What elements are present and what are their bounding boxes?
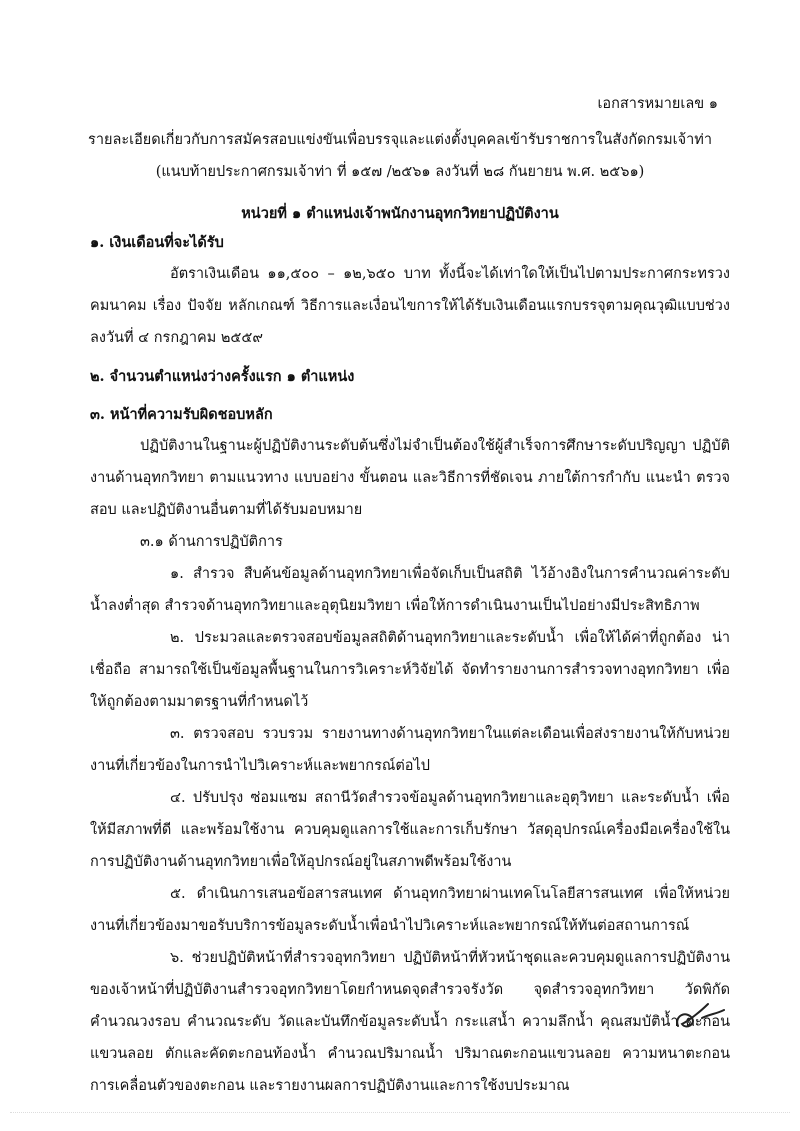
title-line-2: (แนบท้ายประกาศกรมเจ้าท่า ที่ ๑๕๗ /๒๕๖๑ ลงวันที่ ๒๘ กันยายน พ.ศ. ๒๕๖๑) — [155, 164, 645, 180]
section-3-heading: ๓. หน้าที่ความรับผิดชอบหลัก — [90, 406, 273, 423]
document-body — [90, 228, 730, 1102]
document-title — [60, 124, 740, 188]
handwritten-signature-icon — [672, 1000, 728, 1040]
section-3-1-heading: ๓.๑ ด้านการปฏิบัติการ — [140, 534, 283, 550]
duty-item-2: ๒. ประมวลและตรวจสอบข้อมูลสถิติด้านอุทกวิทยาและระดับน้ำ เพื่อให้ได้ค่าที่ถูกต้อง น่าเชื่อถือ สามารถใช้เป็นข้อมูลพื้นฐานในการวิเคราะห์วิจัยได้ จัดทำรายงานการสำรวจทางอุทกวิทยา เพื่อให้ถูกต้องตามมาตรฐานที่กำหนดไว้ — [90, 630, 730, 710]
duty-item-3: ๓. ตรวจสอบ รวบรวม รายงานทางด้านอุทกวิทยาในแต่ละเดือนเพื่อส่งรายงานให้กับหน่วยงานที่เกี่ยวข้องในการนำไปวิเคราะห์และพยากรณ์ต่อไป — [90, 726, 730, 774]
scan-noise-line — [10, 1112, 790, 1119]
section-2-heading: ๒. จำนวนตำแหน่งว่างครั้งแรก ๑ ตำแหน่ง — [90, 368, 355, 385]
section-3-intro: ปฏิบัติงานในฐานะผู้ปฏิบัติงานระดับต้นซึ่งไม่จำเป็นต้องใช้ผู้สำเร็จการศึกษาระดับปริญญา ปฏิบัติงานด้านอุทกวิทยา ตามแนวทาง แบบอย่าง ขั้นตอน และวิธีการที่ชัดเจน ภายใต้การกำกับ แนะนำ ตรวจสอบ และปฏิบัติงานอื่นตามที่ได้รับมอบหมาย — [90, 438, 730, 518]
duty-item-5: ๕. ดำเนินการเสนอข้อสารสนเทศ ด้านอุทกวิทยาผ่านเทคโนโลยีสารสนเทศ เพื่อให้หน่วยงานที่เกี่ยวข้องมาขอรับบริการข้อมูลระดับน้ำเพื่อนำไปวิเคราะห์และพยากรณ์ให้ทันต่อสถานการณ์ — [90, 886, 730, 934]
duty-item-1: ๑. สำรวจ สืบค้นข้อมูลด้านอุทกวิทยาเพื่อจัดเก็บเป็นสถิติ ไว้อ้างอิงในการคำนวณค่าระดับน้ำลงต่ำสุด สำรวจด้านอุทกวิทยาและอุตุนิยมวิทยา เพื่อให้การดำเนินงานเป็นไปอย่างมีประสิทธิภาพ — [90, 566, 730, 614]
section-1-heading: ๑. เงินเดือนที่จะได้รับ — [90, 234, 224, 251]
document-number: เอกสารหมายเลข ๑ — [597, 96, 718, 112]
duty-item-6: ๖. ช่วยปฏิบัติหน้าที่สำรวจอุทกวิทยา ปฏิบัติหน้าที่หัวหน้าชุดและควบคุมดูแลการปฏิบัติงานของเจ้าหน้าที่ปฏิบัติงานสำรวจอุทกวิทยาโดยกำหนดจุดสำรวจรังวัด จุดสำรวจอุทกวิทยา วัดพิกัด คำนวณวงรอบ คำนวณระดับ วัดและบันทึกข้อมูลระดับน้ำ กระแสน้ำ ความลึกน้ำ คุณสมบัติน้ำ ตะกอนแขวนลอย ตักและคัดตะกอนท้องน้ำ คำนวณปริมาณน้ำ ปริมาณตะกอนแขวนลอย ความหนาตะกอน การเคลื่อนตัวของตะกอน และรายงานผลการปฏิบัติงานและการใช้งบประมาณ — [90, 950, 730, 1094]
duty-item-4: ๔. ปรับปรุง ซ่อมแซม สถานีวัดสำรวจข้อมูลด้านอุทกวิทยาและอุตุวิทยา และระดับน้ำ เพื่อให้มีสภาพที่ดี และพร้อมใช้งาน ควบคุมดูแลการใช้และการเก็บรักษา วัสดุอุปกรณ์เครื่องมือเครื่องใช้ในการปฏิบัติงานด้านอุทกวิทยาเพื่อให้อุปกรณ์อยู่ในสภาพดีพร้อมใช้งาน — [90, 790, 730, 870]
unit-title: หน่วยที่ ๑ ตำแหน่งเจ้าพนักงานอุทกวิทยาปฏิบัติงาน — [241, 205, 559, 222]
section-1-text: อัตราเงินเดือน ๑๑,๕๐๐ – ๑๒,๖๕๐ บาท ทั้งนี้จะได้เท่าใดให้เป็นไปตามประกาศกระทรวงคมนาคม เรื่อง ปัจจัย หลักเกณฑ์ วิธีการและเงื่อนไขการให้ได้รับเงินเดือนแรกบรรจุตามคุณวุฒิแบบช่วง ลงวันที่ ๔ กรกฎาคม ๒๕๕๙ — [90, 266, 730, 346]
title-line-1: รายละเอียดเกี่ยวกับการสมัครสอบแข่งขันเพื่อบรรจุและแต่งตั้งบุคคลเข้ารับราชการในสังกัดกรมเจ้าท่า — [88, 132, 712, 148]
